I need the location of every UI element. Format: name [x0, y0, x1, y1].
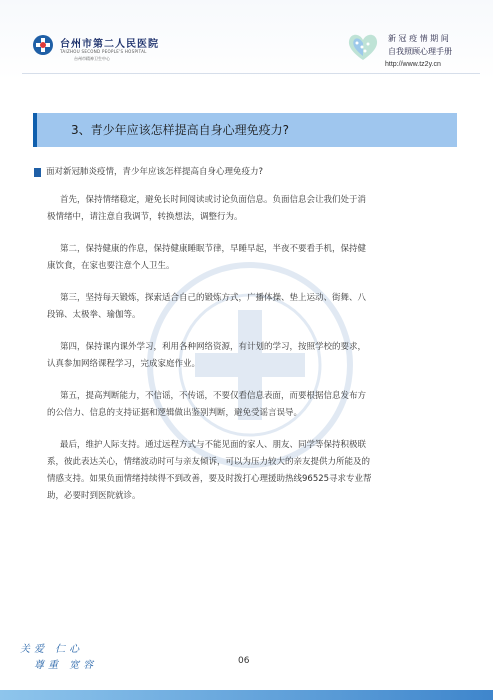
page-header [0, 0, 493, 95]
paragraph-line: 首先，保持情绪稳定，避免长时间阅读或讨论负面信息。负面信息会让我们处于消 [60, 195, 367, 205]
hospital-english-name: TAIZHOU SECOND PEOPLE'S HOSPITAL [60, 49, 147, 54]
paragraph-line: 最后，维护人际支持。通过远程方式与不能见面的家人、朋友、同学等保持积极联 [60, 440, 367, 450]
paragraph-line: 极情绪中，请注意自我调节，转换想法，调整行为。 [47, 212, 243, 222]
paragraph-line: 第四，保持课内课外学习，利用各种网络资源，有计划的学习，按照学校的要求， [60, 342, 367, 352]
page-number: 06 [238, 656, 250, 666]
paragraph-2 [47, 241, 460, 275]
paragraph-1 [47, 192, 460, 226]
manual-url: http://www.tz2y.cn [385, 61, 441, 68]
question-text: 面对新冠肺炎疫情，青少年应该怎样提高自身心理免疫力? [46, 167, 264, 177]
paragraph-line: 系，彼此表达关心，情绪波动时可与亲友倾诉，可以为压力较大的亲友提供力所能及的 [47, 457, 371, 467]
paragraph-line: 助，必要时到医院就诊。 [47, 491, 141, 501]
paragraph-line: 认真参加网络课程学习，完成家庭作业。 [47, 359, 201, 369]
heart-logo-icon [346, 32, 380, 62]
paragraph-line: 的公信力、信息的支持证据和逻辑做出鉴别判断，避免受谣言误导。 [47, 408, 303, 418]
footer-slogan [20, 640, 120, 674]
paragraph-5 [47, 388, 460, 422]
section-banner [33, 113, 457, 147]
hospital-logo-icon [32, 34, 54, 56]
banner-accent [33, 113, 37, 147]
paragraph-line: 情感支持。如果负面情绪持续得不到改善，要及时拨打心理援助热线96525寻求专业帮 [47, 474, 372, 484]
paragraph-6 [47, 437, 460, 505]
hospital-subtitle: 台州市精神卫生中心 [74, 56, 110, 61]
header-divider [22, 73, 480, 74]
slogan-line1: 关爱 仁心 [20, 644, 84, 655]
paragraph-line: 第五，提高判断能力，不信谣，不传谣，不要仅看信息表面，而要根据信息发布方 [60, 391, 367, 401]
question-marker-icon [34, 168, 41, 177]
manual-title-line2: 自我照顾心理手册 [388, 47, 452, 56]
slogan-line2: 尊重 宽容 [34, 660, 98, 671]
paragraph-line: 第三，坚持每天锻炼，探索适合自己的锻炼方式，广播体操、垫上运动、街舞、八 [60, 293, 367, 303]
paragraph-3 [47, 290, 460, 324]
manual-title-line1: 新 冠 疫 情 期 间 [388, 34, 449, 43]
hospital-name: 台州市第二人民医院 [60, 39, 159, 50]
paragraph-line: 康饮食，在家也要注意个人卫生。 [47, 261, 175, 271]
paragraph-4 [47, 339, 460, 373]
paragraph-line: 段锦、太极拳、瑜伽等。 [47, 310, 141, 320]
section-title: 3、青少年应该怎样提高自身心理免疫力? [71, 123, 290, 137]
paragraph-line: 第二，保持健康的作息，保持健康睡眠节律，早睡早起，半夜不要看手机，保持健 [60, 244, 367, 254]
footer-bar [0, 690, 493, 700]
